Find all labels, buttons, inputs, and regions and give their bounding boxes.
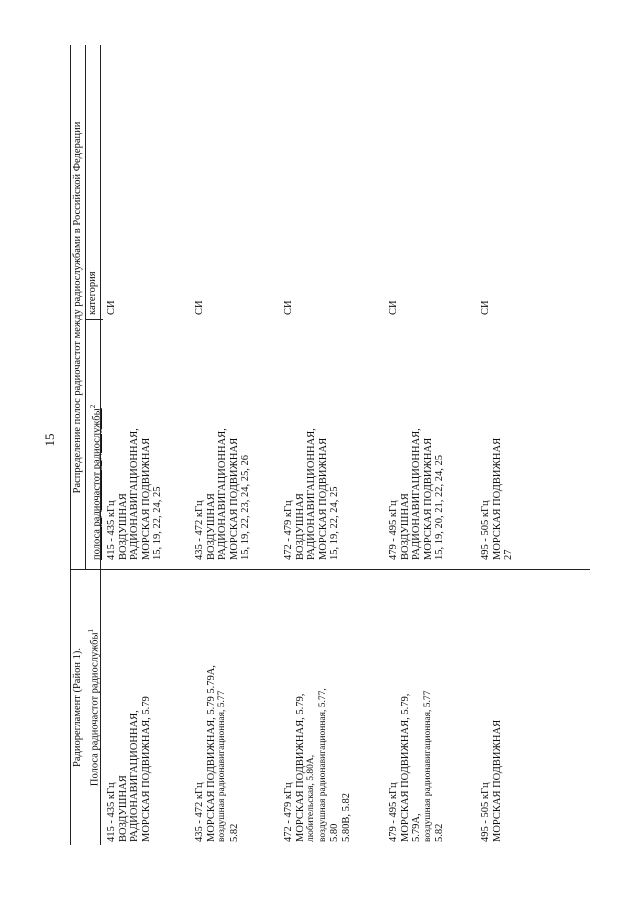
column-divider-left xyxy=(70,569,590,570)
page-number: 15 xyxy=(42,433,57,447)
row-3-band: 472 - 479 кГц ВОЗДУШНАЯ РАДИОНАВИГАЦИОННАЯ, МОРСКАЯ ПОДВИЖНАЯ 15, 19, 22, 24, 25 xyxy=(283,428,341,560)
category-column-header: категория xyxy=(87,271,98,315)
row-2-category: СИ xyxy=(194,300,205,315)
table-top-border xyxy=(70,45,71,845)
row-5-left: 495 - 505 кГц МОРСКАЯ ПОДВИЖНАЯ xyxy=(480,719,503,842)
allocation-table xyxy=(70,45,590,845)
row-1-left: 415 - 435 кГц ВОЗДУШНАЯ РАДИОНАВИГАЦИОННАЯ, МОРСКАЯ ПОДВИЖНАЯ, 5.79 xyxy=(106,696,152,842)
subheader-border xyxy=(85,45,86,570)
row-4-band: 479 - 495 кГц ВОЗДУШНАЯ РАДИОНАВИГАЦИОННАЯ, МОРСКАЯ ПОДВИЖНАЯ 15, 19, 20, 21, 22, 24, 25 xyxy=(388,428,446,560)
row-5-band: 495 - 505 кГц МОРСКАЯ ПОДВИЖНАЯ 27 xyxy=(480,437,515,560)
left-header-sub: Полоса радиочастот радиослужбы$^1$ xyxy=(87,628,101,787)
row-4-category: СИ xyxy=(388,300,399,315)
row-1-band: 415 - 435 кГц ВОЗДУШНАЯ РАДИОНАВИГАЦИОННАЯ, МОРСКАЯ ПОДВИЖНАЯ 15, 19, 22, 24, 25 xyxy=(106,428,164,560)
column-divider-category xyxy=(85,319,103,320)
row-4-left: 479 - 495 кГц МОРСКАЯ ПОДВИЖНАЯ, 5.79, 5.79А, воздушная радионавигационная, 5.77 5.82 xyxy=(388,690,446,842)
right-header-title: Распределение полос радиочастот между радиослужбами в Российской Федерации xyxy=(72,121,83,494)
band-column-header: полоса радиочастот радиослужбы$^2$ xyxy=(89,404,103,560)
left-header-title: Радиорегламент (Район 1). xyxy=(72,648,83,767)
row-2-left: 435 - 472 кГц МОРСКАЯ ПОДВИЖНАЯ, 5.79 5.79А, воздушная радионавигационная, 5.77 5.82 xyxy=(194,665,240,842)
row-1-category: СИ xyxy=(106,300,117,315)
row-3-category: СИ xyxy=(283,300,294,315)
row-5-category: СИ xyxy=(480,300,491,315)
row-2-band: 435 - 472 кГц ВОЗДУШНАЯ РАДИОНАВИГАЦИОННАЯ, МОРСКАЯ ПОДВИЖНАЯ 15, 19, 22, 23, 24, 25, 26 xyxy=(194,428,252,560)
row-3-left: 472 - 479 кГц МОРСКАЯ ПОДВИЖНАЯ, 5.79, любительская, 5.80А, воздушная радионавигационная, 5.77, 5.80 5.80В, 5.82 xyxy=(283,688,352,842)
